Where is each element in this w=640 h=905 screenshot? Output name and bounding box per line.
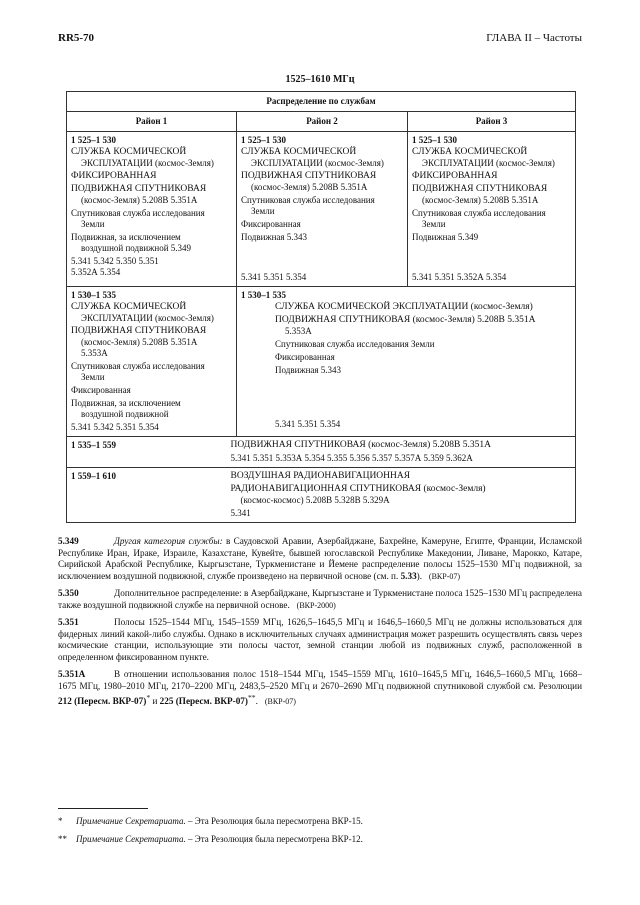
- band-label: 1 525–1 530: [241, 135, 286, 145]
- note-5-349: 5.349 Другая категория службы: в Саудовской Аравии, Азербайджане, Бахрейне, Камеруне, Египте, Франции, Исламской Республике Иран, Ираке, Израиле, Казахстане, Кувейте, бывшей югославской Республике Македонии, Ливане, Марокко, Катаре, Сирийской Арабской Республике, Кыргызстане, Туркменистане и Йемене распределение полосы 1525–1530 МГц подвижной, за исключением воздушной подвижной, службе произведено на первичной основе (см. п. 5.33). (ВКР-07): [58, 536, 583, 581]
- band-label: 1 559–1 610: [71, 471, 116, 481]
- service-line: Фиксированная: [71, 385, 131, 395]
- table-row: [67, 468, 576, 523]
- service-line: ЭКСПЛУАТАЦИИ (космос-Земля): [81, 158, 214, 168]
- footnote-divider: [58, 808, 148, 809]
- service-line: ПОДВИЖНАЯ СПУТНИКОВАЯ (космос-Земля) 5.208В 5.351А: [230, 440, 491, 450]
- table-row: [67, 437, 576, 468]
- service-line: ФИКСИРОВАННАЯ: [412, 171, 498, 181]
- footnote-refs: 5.341 5.351 5.354: [275, 419, 341, 429]
- service-line: Подвижная 5.349: [412, 232, 479, 242]
- secretariat-note-1: * Примечание Секретариата. – Эта Резолюция была пересмотрена ВКР-15.: [58, 816, 363, 826]
- footnote-refs: 5.341 5.351 5.354: [241, 272, 307, 282]
- cell-band-1535: [67, 437, 237, 468]
- footnote-refs: 5.341 5.342 5.351 5.354: [71, 422, 159, 432]
- band-label: 1 530–1 535: [71, 290, 116, 300]
- service-line: Спутниковая служба исследования: [412, 208, 546, 218]
- service-line: ПОДВИЖНАЯ СПУТНИКОВАЯ (космос-Земля) 5.208В 5.351А: [275, 315, 536, 325]
- service-line: Земли: [251, 206, 275, 216]
- footnote-refs: 5.341 5.351 5.352А 5.354: [412, 272, 507, 282]
- cell-r2-1525: [237, 132, 408, 287]
- band-label: 1 525–1 530: [71, 135, 116, 145]
- service-line: СЛУЖБА КОСМИЧЕСКОЙ: [71, 302, 187, 312]
- service-line: Спутниковая служба исследования: [71, 361, 205, 371]
- cell-r1-1530: [67, 287, 237, 437]
- cell-services-1559: [231, 468, 570, 523]
- band-label: 1 535–1 559: [71, 440, 116, 450]
- page-header-left: RR5-70: [58, 32, 95, 44]
- service-line: ПОДВИЖНАЯ СПУТНИКОВАЯ: [412, 184, 548, 194]
- band-label: 1 525–1 530: [412, 135, 458, 145]
- table-caption: Распределение по службам: [67, 92, 576, 112]
- band-label: 1 530–1 535: [241, 290, 286, 300]
- footnote-refs: 5.352А 5.354: [71, 267, 121, 277]
- footnotes-section: [58, 536, 582, 714]
- note-5-350: 5.350 Дополнительное распределение: в Азербайджане, Кыргызстане и Туркменистане полоса 1525–1530 МГц распределена также воздушной подвижной службе на первичной основе. (ВКР-2000): [58, 588, 582, 610]
- service-line: Спутниковая служба исследования Земли: [275, 339, 435, 349]
- service-line: Земли: [81, 372, 105, 382]
- service-line: Земли: [81, 219, 105, 229]
- secretariat-note-2: ** Примечание Секретариата. – Эта Резолюция была пересмотрена ВКР-12.: [58, 834, 363, 844]
- region-2-header: Район 2: [237, 112, 408, 132]
- service-line: 5.353А: [285, 326, 312, 336]
- service-line: Подвижная 5.343: [241, 232, 308, 242]
- service-line: (космос-Земля) 5.208В 5.351А: [81, 195, 198, 205]
- region-3-header: Район 3: [408, 112, 576, 132]
- service-line: 5.353А: [81, 348, 108, 358]
- service-line: Подвижная 5.343: [275, 365, 342, 375]
- service-line: Земли: [422, 219, 446, 229]
- allocation-table: [66, 91, 576, 523]
- region-1-header: Район 1: [67, 112, 237, 132]
- service-line: ПОДВИЖНАЯ СПУТНИКОВАЯ: [71, 326, 207, 336]
- service-line: ВОЗДУШНАЯ РАДИОНАВИГАЦИОННАЯ: [230, 471, 411, 481]
- table-row: [67, 132, 576, 287]
- service-line: (космос-космос) 5.208В 5.328В 5.329А: [240, 495, 390, 505]
- service-line: (космос-Земля) 5.208В 5.351А: [251, 182, 368, 192]
- service-line: Подвижная, за исключением: [71, 232, 181, 242]
- band-title: 1525–1610 МГц: [285, 74, 355, 85]
- service-line: ПОДВИЖНАЯ СПУТНИКОВАЯ: [241, 171, 377, 181]
- service-line: Спутниковая служба исследования: [71, 208, 205, 218]
- service-line: ЭКСПЛУАТАЦИИ (космос-Земля): [422, 158, 555, 168]
- service-line: ЭКСПЛУАТАЦИИ (космос-Земля): [251, 158, 384, 168]
- service-line: ПОДВИЖНАЯ СПУТНИКОВАЯ: [71, 184, 207, 194]
- service-line: воздушной подвижной: [81, 409, 169, 419]
- table-row: [67, 287, 576, 437]
- page-header-right: ГЛАВА II – Частоты: [486, 32, 582, 44]
- service-line: Подвижная, за исключением: [71, 398, 181, 408]
- service-line: СЛУЖБА КОСМИЧЕСКОЙ: [241, 147, 357, 157]
- service-line: СЛУЖБА КОСМИЧЕСКОЙ ЭКСПЛУАТАЦИИ (космос-Земля): [275, 302, 533, 312]
- cell-r1-1525: [67, 132, 237, 287]
- service-line: Фиксированная: [241, 219, 301, 229]
- service-line: РАДИОНАВИГАЦИОННАЯ СПУТНИКОВАЯ (космос-Земля): [230, 484, 486, 494]
- service-line: СЛУЖБА КОСМИЧЕСКОЙ: [412, 147, 528, 157]
- note-5-351a: 5.351А В отношении использования полос 1518–1544 МГц, 1545–1559 МГц, 1610–1645,5 МГц, 1646,5–1660,5 МГц, 1668–1675 МГц, 1980–2010 МГц, 2170–2200 МГц, 2483,5–2520 МГц и 2670–2690 МГц подвижной спутниковой службой см. Резолюции 212 (Пересм. ВКР-07)* и 225 (Пересм. ВКР-07)**. (ВКР-07): [58, 669, 582, 707]
- service-line: ФИКСИРОВАННАЯ: [71, 171, 157, 181]
- footnote-refs: 5.341 5.342 5.350 5.351: [71, 256, 159, 266]
- footnote-refs: 5.341 5.351 5.353А 5.354 5.355 5.356 5.357 5.357А 5.359 5.362А: [230, 453, 473, 463]
- service-line: воздушной подвижной 5.349: [81, 243, 192, 253]
- service-line: (космос-Земля) 5.208В 5.351А: [422, 195, 539, 205]
- cell-services-1535: [231, 437, 570, 468]
- service-line: Фиксированная: [275, 352, 335, 362]
- service-line: СЛУЖБА КОСМИЧЕСКОЙ: [71, 147, 187, 157]
- service-line: ЭКСПЛУАТАЦИИ (космос-Земля): [81, 313, 214, 323]
- note-5-351: 5.351 Полосы 1525–1544 МГц, 1545–1559 МГц, 1626,5–1645,5 МГц и 1646,5–1660,5 МГц не должны использоваться для фидерных линий какой-либо службы. Однако в исключительных случаях администрация может разрешить осуществлять связь через космические станции, использующие эти полосы частот, земной станции любой из подвижных служб, расположенной в определенном фиксированном пункте.: [58, 617, 582, 662]
- service-line: Спутниковая служба исследования: [241, 195, 375, 205]
- footnote-refs: 5.341: [230, 508, 251, 518]
- service-line: (космос-Земля) 5.208В 5.351А: [81, 337, 198, 347]
- cell-band-1559: [67, 468, 237, 523]
- cell-r23-1530: [237, 287, 576, 437]
- cell-r3-1525: [408, 132, 576, 287]
